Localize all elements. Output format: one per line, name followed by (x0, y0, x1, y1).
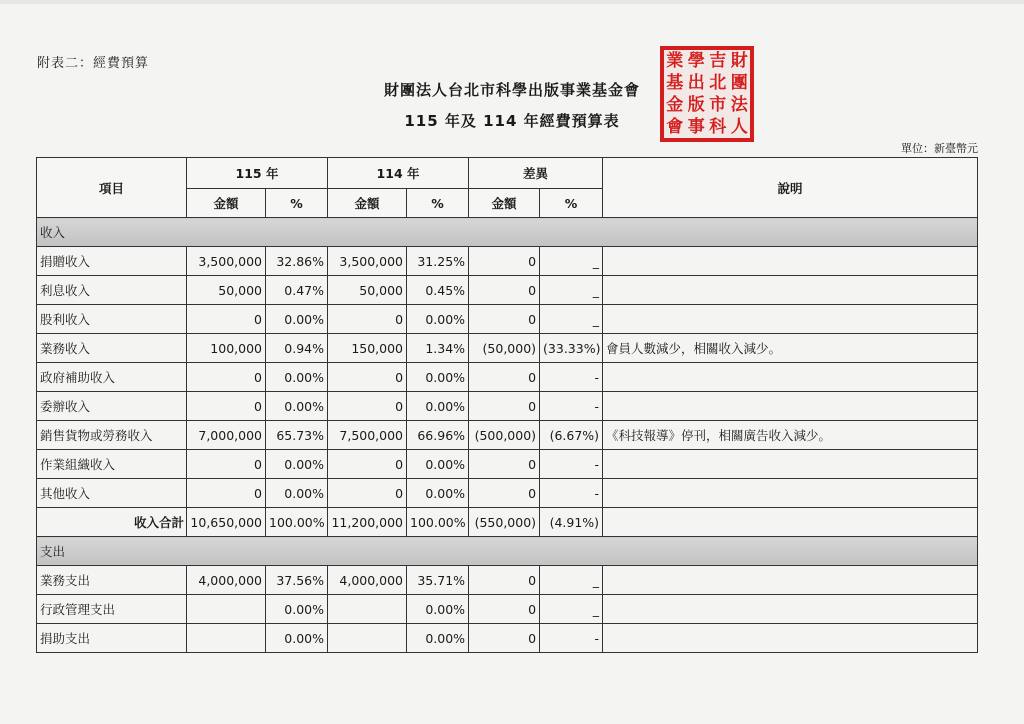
amount-difference: 0 (469, 276, 540, 305)
amount-114: 0 (328, 363, 407, 392)
percent-difference: _ (540, 276, 603, 305)
amount-115: 0 (187, 392, 266, 421)
seal-character: 金 (666, 94, 684, 115)
row-note (603, 450, 978, 479)
table-row (37, 247, 978, 276)
row-note (603, 392, 978, 421)
percent-114: 0.00% (407, 305, 469, 334)
percent-difference: - (540, 450, 603, 479)
header-year-115: 115 年 (187, 158, 328, 189)
section-row-expense (37, 537, 978, 566)
amount-114: 0 (328, 479, 407, 508)
amount-114: 150,000 (328, 334, 407, 363)
table-row (37, 595, 978, 624)
amount-114: 0 (328, 305, 407, 334)
amount-114: 11,200,000 (328, 508, 407, 537)
table-row (37, 624, 978, 653)
header-percent-diff: % (540, 189, 603, 218)
seal-character: 財 (730, 50, 748, 71)
row-label: 股利收入 (37, 305, 187, 334)
amount-115: 10,650,000 (187, 508, 266, 537)
row-note: 會員人數減少，相關收入減少。 (603, 334, 978, 363)
seal-character: 出 (687, 72, 705, 93)
row-note (603, 595, 978, 624)
percent-114: 0.45% (407, 276, 469, 305)
amount-difference: 0 (469, 624, 540, 653)
amount-difference: 0 (469, 479, 540, 508)
row-note (603, 363, 978, 392)
percent-114: 1.34% (407, 334, 469, 363)
percent-115: 65.73% (266, 421, 328, 450)
percent-difference: - (540, 479, 603, 508)
percent-difference: (6.67%) (540, 421, 603, 450)
row-label: 其他收入 (37, 479, 187, 508)
percent-difference: _ (540, 566, 603, 595)
amount-difference: 0 (469, 305, 540, 334)
section-row-income (37, 218, 978, 247)
budget-table-title: 115 年及 114 年經費預算表 (404, 112, 620, 130)
amount-difference: (500,000) (469, 421, 540, 450)
currency-unit: 單位：新臺幣元 (901, 142, 978, 155)
header-amount-115: 金額 (187, 189, 266, 218)
percent-difference: (4.91%) (540, 508, 603, 537)
table-row (37, 479, 978, 508)
row-label: 捐贈收入 (37, 247, 187, 276)
table-row (37, 363, 978, 392)
row-label: 作業組織收入 (37, 450, 187, 479)
percent-115: 0.94% (266, 334, 328, 363)
section-label: 收入 (37, 218, 978, 247)
row-label: 委辦收入 (37, 392, 187, 421)
attachment-label: 附表二：經費預算 (37, 56, 150, 71)
table-row (37, 334, 978, 363)
amount-115: 7,000,000 (187, 421, 266, 450)
row-label: 銷售貨物或勞務收入 (37, 421, 187, 450)
header-percent-115: % (266, 189, 328, 218)
header-amount-114: 金額 (328, 189, 407, 218)
budget-table-body (37, 218, 978, 653)
seal-character: 版 (687, 94, 705, 115)
percent-114: 0.00% (407, 392, 469, 421)
row-label: 業務收入 (37, 334, 187, 363)
percent-115: 0.00% (266, 479, 328, 508)
amount-115: 4,000,000 (187, 566, 266, 595)
percent-115: 32.86% (266, 247, 328, 276)
header-difference: 差異 (469, 158, 603, 189)
percent-114: 0.00% (407, 595, 469, 624)
table-row (37, 305, 978, 334)
row-label: 行政管理支出 (37, 595, 187, 624)
seal-character: 基 (666, 72, 684, 93)
seal-character: 人 (730, 116, 748, 137)
row-note (603, 479, 978, 508)
percent-difference: _ (540, 305, 603, 334)
percent-114: 31.25% (407, 247, 469, 276)
row-label: 收入合計 (37, 508, 187, 537)
percent-115: 100.00% (266, 508, 328, 537)
seal-character: 事 (687, 116, 705, 137)
table-row (37, 421, 978, 450)
percent-115: 37.56% (266, 566, 328, 595)
percent-115: 0.00% (266, 624, 328, 653)
seal-character: 學 (687, 50, 705, 71)
amount-114: 50,000 (328, 276, 407, 305)
amount-114: 7,500,000 (328, 421, 407, 450)
header-item: 項目 (37, 158, 187, 218)
amount-115: 0 (187, 363, 266, 392)
percent-difference: - (540, 392, 603, 421)
amount-115: 100,000 (187, 334, 266, 363)
percent-114: 100.00% (407, 508, 469, 537)
amount-difference: 0 (469, 450, 540, 479)
table-row (37, 450, 978, 479)
row-note (603, 247, 978, 276)
amount-115: 50,000 (187, 276, 266, 305)
amount-114: 4,000,000 (328, 566, 407, 595)
seal-character: 會 (666, 116, 684, 137)
row-note: 《科技報導》停刊，相關廣告收入減少。 (603, 421, 978, 450)
organization-seal-stamp (660, 46, 754, 142)
percent-115: 0.00% (266, 450, 328, 479)
seal-character: 業 (666, 50, 684, 71)
header-percent-114: % (407, 189, 469, 218)
table-row (37, 276, 978, 305)
header-note: 說明 (603, 158, 978, 218)
percent-114: 35.71% (407, 566, 469, 595)
seal-character: 吉 (709, 50, 727, 71)
row-note (603, 624, 978, 653)
amount-difference: 0 (469, 363, 540, 392)
amount-difference: (550,000) (469, 508, 540, 537)
amount-115: 0 (187, 450, 266, 479)
organization-title: 財團法人台北市科學出版事業基金會 (383, 81, 640, 99)
percent-difference: - (540, 363, 603, 392)
amount-114 (328, 595, 407, 624)
table-row (37, 566, 978, 595)
percent-114: 0.00% (407, 450, 469, 479)
amount-115 (187, 624, 266, 653)
header-year-114: 114 年 (328, 158, 469, 189)
percent-114: 0.00% (407, 363, 469, 392)
budget-table (36, 157, 978, 653)
amount-difference: 0 (469, 566, 540, 595)
percent-115: 0.00% (266, 595, 328, 624)
percent-115: 0.00% (266, 305, 328, 334)
income-total-row (37, 508, 978, 537)
amount-115: 0 (187, 479, 266, 508)
amount-difference: (50,000) (469, 334, 540, 363)
amount-114: 0 (328, 450, 407, 479)
row-label: 政府補助收入 (37, 363, 187, 392)
seal-character: 科 (709, 116, 727, 137)
row-label: 利息收入 (37, 276, 187, 305)
percent-difference: _ (540, 595, 603, 624)
amount-difference: 0 (469, 595, 540, 624)
percent-difference: _ (540, 247, 603, 276)
row-note (603, 508, 978, 537)
table-row (37, 392, 978, 421)
amount-difference: 0 (469, 392, 540, 421)
amount-114 (328, 624, 407, 653)
row-note (603, 566, 978, 595)
percent-114: 0.00% (407, 479, 469, 508)
row-label: 捐助支出 (37, 624, 187, 653)
amount-difference: 0 (469, 247, 540, 276)
amount-115 (187, 595, 266, 624)
seal-character: 法 (730, 94, 748, 115)
header-row-years (37, 158, 978, 189)
amount-114: 3,500,000 (328, 247, 407, 276)
header-amount-diff: 金額 (469, 189, 540, 218)
percent-115: 0.47% (266, 276, 328, 305)
page-top-edge (0, 0, 1024, 4)
row-note (603, 276, 978, 305)
percent-115: 0.00% (266, 392, 328, 421)
amount-114: 0 (328, 392, 407, 421)
seal-character: 團 (730, 72, 748, 93)
amount-115: 3,500,000 (187, 247, 266, 276)
percent-difference: - (540, 624, 603, 653)
percent-difference: (33.33%) (540, 334, 603, 363)
percent-114: 66.96% (407, 421, 469, 450)
seal-character: 市 (709, 94, 727, 115)
percent-114: 0.00% (407, 624, 469, 653)
row-label: 業務支出 (37, 566, 187, 595)
seal-characters (664, 50, 750, 138)
percent-115: 0.00% (266, 363, 328, 392)
section-label: 支出 (37, 537, 978, 566)
seal-character: 北 (709, 72, 727, 93)
row-note (603, 305, 978, 334)
amount-115: 0 (187, 305, 266, 334)
